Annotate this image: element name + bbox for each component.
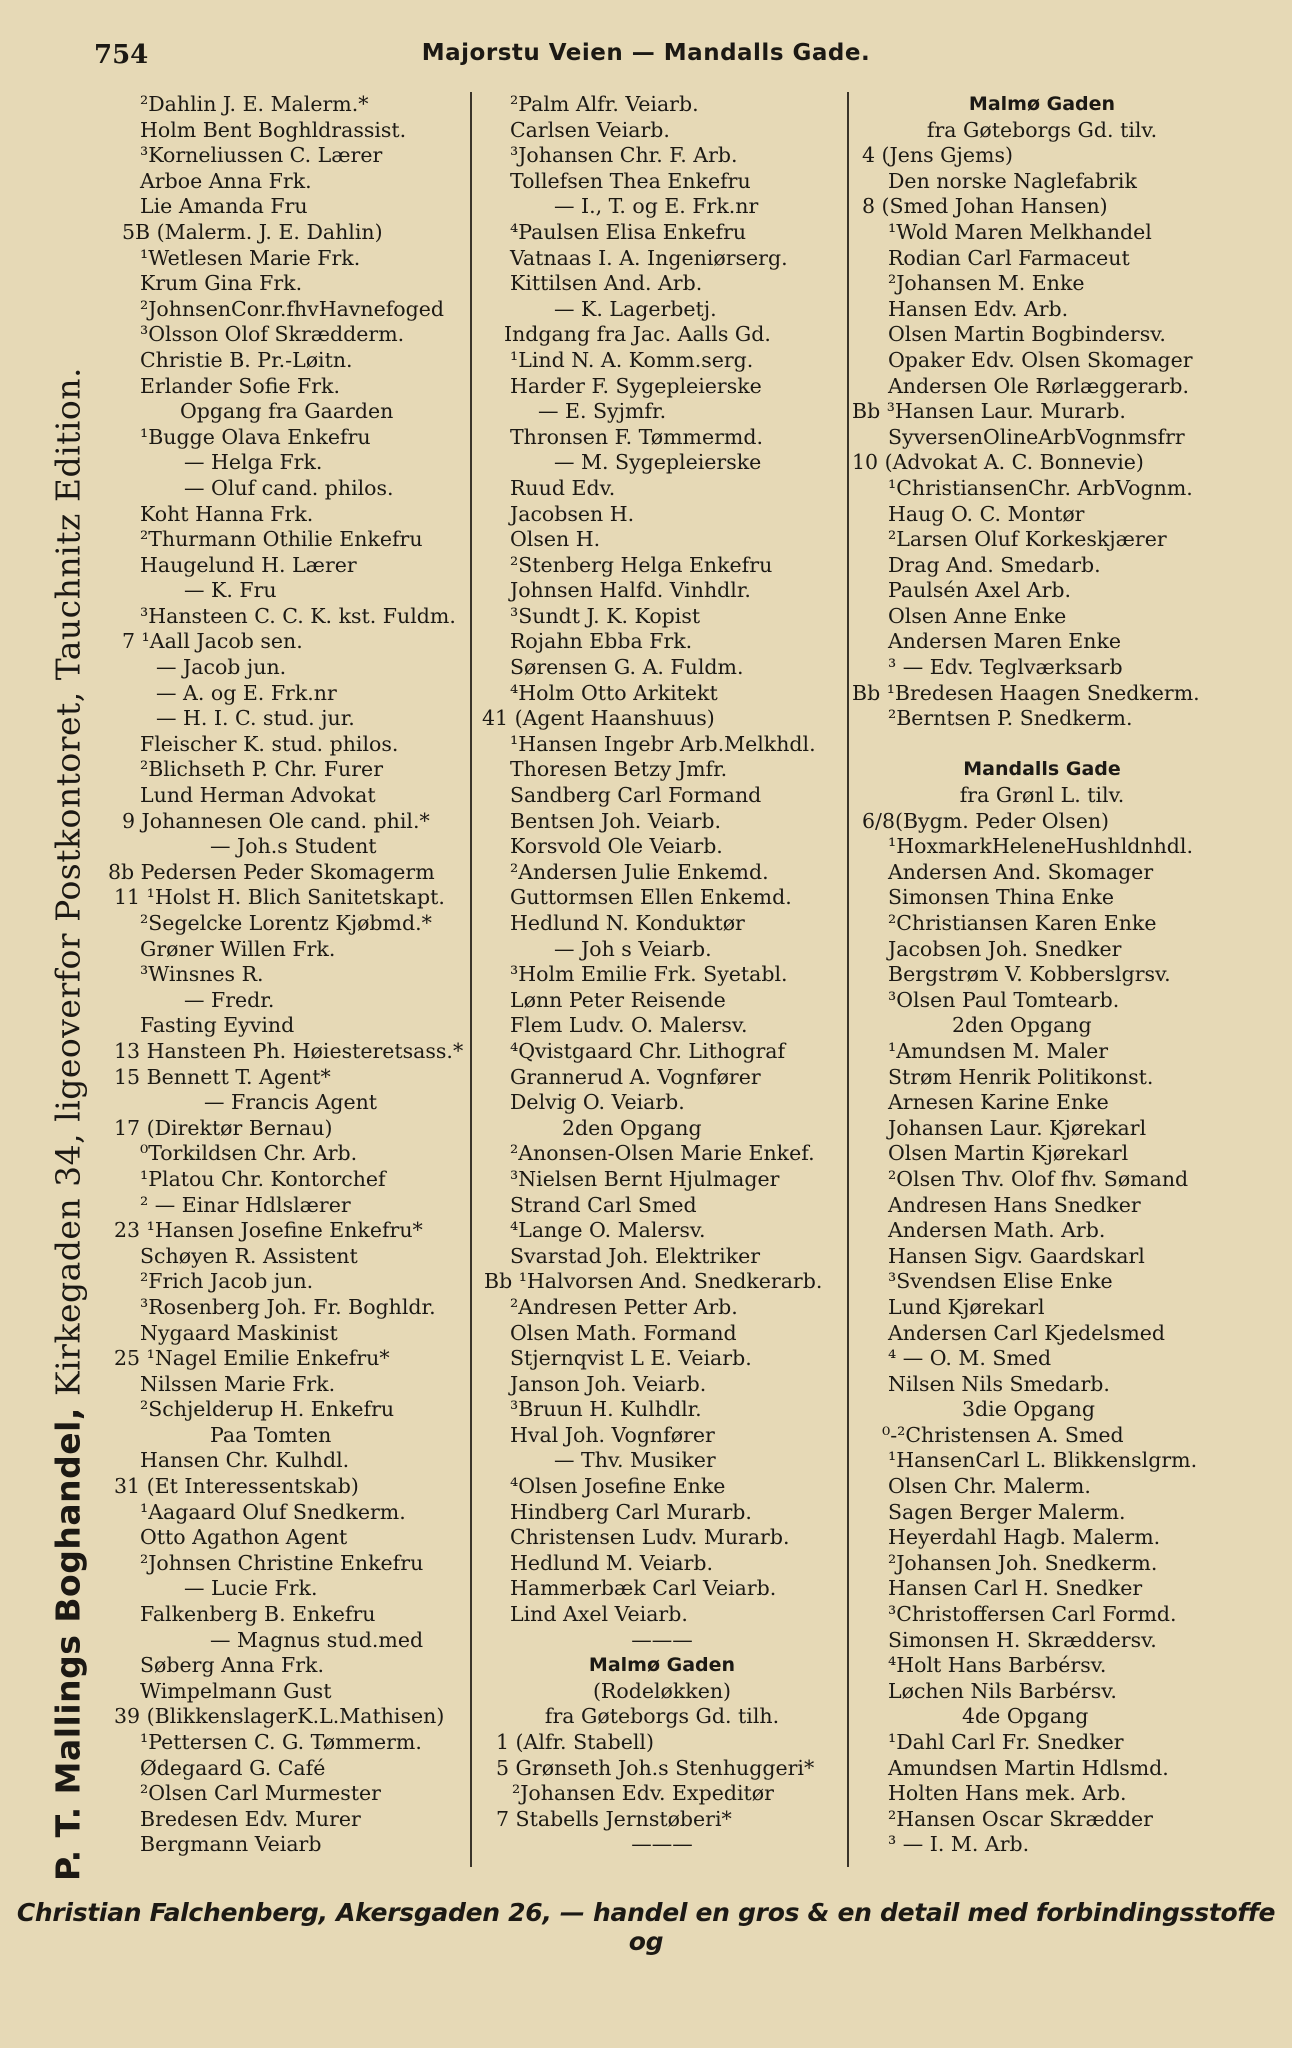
- directory-entry: ¹Aagaard Oluf Snedkerm.: [140, 1499, 406, 1524]
- directory-entry: — Lucie Frk.: [184, 1576, 318, 1601]
- directory-entry: Opaker Edv. Olsen Skomager: [888, 347, 1193, 372]
- directory-entry: Krum Gina Frk.: [140, 271, 303, 296]
- page-number: 754: [94, 40, 149, 70]
- directory-entry: ³Johansen Chr. F. Arb.: [510, 143, 738, 168]
- directory-entry: 17 (Direktør Bernau): [114, 1115, 333, 1140]
- directory-entry: Indgang fra Jac. Aalls Gd.: [504, 322, 771, 347]
- directory-entry: ———: [631, 1832, 693, 1857]
- directory-entry: Andersen Math. Arb.: [888, 1218, 1106, 1243]
- directory-entry: ¹Wetlesen Marie Frk.: [140, 245, 361, 270]
- directory-entry: ¹ChristiansenChr. ArbVognm.: [888, 475, 1193, 500]
- directory-entry: ²JohnsenConr.fhvHavnefoged: [140, 296, 445, 321]
- directory-entry: Tollefsen Thea Enkefru: [510, 168, 751, 193]
- section-heading: Malmø Gaden: [588, 1654, 736, 1677]
- directory-entry: 6/8(Bygm. Peder Olsen): [862, 808, 1110, 833]
- footer-advertisement: Christian Falchenberg, Akersgaden 26, — handel en gros & en detail med forbindingsstoffe og: [16, 1898, 1276, 1956]
- directory-entry: Paulsén Axel Arb.: [888, 578, 1072, 603]
- directory-entry: Hansen Edv. Arb.: [888, 296, 1069, 321]
- directory-entry: ⁴Lange O. Malersv.: [510, 1218, 706, 1243]
- directory-entry: fra Gøteborgs Gd. tilh.: [544, 1704, 780, 1729]
- directory-entry: ¹Bugge Olava Enkefru: [140, 424, 371, 449]
- directory-entry: Jacobsen Joh. Snedker: [888, 936, 1122, 961]
- directory-entry: ²Schjelderup H. Enkefru: [140, 1397, 395, 1422]
- directory-entry: ³Olsen Paul Tomtearb.: [888, 987, 1120, 1012]
- directory-entry: ³Korneliussen C. Lærer: [140, 143, 383, 168]
- directory-entry: ³Rosenberg Joh. Fr. Boghldr.: [140, 1294, 436, 1319]
- directory-entry: Rodian Carl Farmaceut: [888, 245, 1130, 270]
- directory-entry: Holten Hans mek. Arb.: [888, 1781, 1127, 1806]
- directory-entry: Den norske Naglefabrik: [888, 168, 1137, 193]
- directory-entry: 39 (BlikkenslagerK.L.Mathisen): [114, 1704, 445, 1729]
- directory-entry: 4de Opgang: [962, 1704, 1089, 1729]
- directory-entry: ³ — I. M. Arb.: [888, 1832, 1030, 1857]
- directory-entry: ²Stenberg Helga Enkefru: [510, 552, 773, 577]
- directory-entry: Ruud Edv.: [510, 475, 616, 500]
- directory-entry: Amundsen Martin Hdlsmd.: [888, 1755, 1169, 1780]
- directory-entry: Carlsen Veiarb.: [510, 117, 670, 142]
- directory-entry: 41 (Agent Haanshuus): [482, 706, 715, 731]
- directory-entry: Guttormsen Ellen Enkemd.: [510, 885, 792, 910]
- directory-entry: Haugelund H. Lærer: [140, 552, 357, 577]
- directory-entry: fra Grønl L. tilv.: [959, 783, 1125, 808]
- directory-entry: — A. og E. Frk.nr: [156, 680, 337, 705]
- directory-entry: Simonsen Thina Enke: [888, 885, 1115, 910]
- directory-entry: 1 (Alfr. Stabell): [496, 1730, 654, 1754]
- directory-entry: ²Larsen Oluf Korkeskjærer: [888, 527, 1167, 552]
- directory-entry: ³Nielsen Bernt Hjulmager: [510, 1166, 780, 1191]
- directory-entry: ²Berntsen P. Snedkerm.: [888, 706, 1133, 731]
- directory-entry: Hammerbæk Carl Veiarb.: [510, 1576, 777, 1601]
- directory-entry: ³Svendsen Elise Enke: [888, 1269, 1113, 1294]
- directory-entry: ²Olsen Carl Murmester: [140, 1781, 381, 1806]
- directory-entry: Andresen Hans Snedker: [888, 1192, 1141, 1217]
- directory-entry: Fleischer K. stud. philos.: [140, 731, 399, 756]
- directory-entry: Sagen Berger Malerm.: [888, 1499, 1126, 1524]
- directory-entry: ⁰Torkildsen Chr. Arb.: [140, 1141, 358, 1166]
- directory-entry: Arboe Anna Frk.: [140, 168, 312, 193]
- section-heading: Mandalls Gade: [963, 758, 1121, 781]
- directory-entry: Sørensen G. A. Fuldm.: [510, 655, 744, 680]
- directory-entry: ²Blichseth P. Chr. Furer: [140, 757, 383, 782]
- directory-entry: ²Johansen Edv. Expeditør: [512, 1781, 774, 1806]
- directory-entry: Hedlund M. Veiarb.: [510, 1550, 714, 1575]
- directory-entry: 7 ¹Aall Jacob sen.: [122, 629, 303, 654]
- directory-entry: ²Johnsen Christine Enkefru: [140, 1550, 424, 1575]
- directory-entry: — Thv. Musiker: [554, 1448, 716, 1473]
- directory-entry: Johnsen Halfd. Vinhdlr.: [510, 578, 751, 603]
- directory-entry: Lie Amanda Fru: [140, 194, 308, 219]
- directory-entry: ¹Pettersen C. G. Tømmerm.: [140, 1730, 422, 1754]
- directory-entry: ¹Wold Maren Melkhandel: [888, 219, 1152, 244]
- directory-entry: 25 ¹Nagel Emilie Enkefru*: [114, 1346, 390, 1371]
- directory-entry: Løchen Nils Barbérsv.: [888, 1678, 1117, 1703]
- directory-entry: 5 Grønseth Joh.s Stenhuggeri*: [496, 1755, 815, 1780]
- directory-entry: ²Anonsen-Olsen Marie Enkef.: [510, 1141, 815, 1166]
- column-divider-left: [470, 92, 472, 1867]
- directory-entry: Ødegaard G. Café: [140, 1755, 326, 1780]
- directory-entry: Hedlund N. Konduktør: [510, 911, 745, 935]
- directory-entry: Olsen H.: [510, 527, 601, 552]
- directory-entry: 8 (Smed Johan Hansen): [862, 194, 1108, 219]
- directory-entry: 15 Bennett T. Agent*: [114, 1064, 331, 1089]
- directory-entry: Jacobsen H.: [510, 501, 635, 526]
- directory-entry: 9 Johannesen Ole cand. phil.*: [122, 808, 430, 833]
- directory-entry: Andersen And. Skomager: [888, 859, 1154, 884]
- directory-entry: ⁰-²Christensen A. Smed: [882, 1422, 1124, 1447]
- directory-entry: Opgang fra Gaarden: [180, 399, 394, 424]
- directory-entry: 7 Stabells Jernstøberi*: [496, 1806, 732, 1831]
- directory-entry: Holm Bent Boghldrassist.: [140, 117, 407, 142]
- directory-entry: 8b Pedersen Peder Skomagerm: [108, 859, 435, 884]
- directory-entry: — E. Syjmfr.: [538, 399, 667, 424]
- directory-entry: Christie B. Pr.-Løitn.: [140, 347, 353, 372]
- directory-entry: ³Winsnes R.: [140, 962, 264, 987]
- directory-entry: ²Dahlin J. E. Malerm.*: [140, 92, 369, 116]
- directory-entry: — K. Fru: [184, 578, 277, 603]
- directory-entry: ²Johansen M. Enke: [888, 271, 1085, 296]
- directory-entry: Thoresen Betzy Jmfr.: [510, 757, 728, 782]
- directory-entry: Olsen Anne Enke: [888, 603, 1067, 628]
- column-left: [100, 92, 465, 1858]
- directory-entry: Sandberg Carl Formand: [510, 783, 762, 808]
- directory-entry: Haug O. C. Montør: [888, 501, 1085, 526]
- directory-entry: Harder F. Sygepleierske: [510, 373, 762, 398]
- directory-entry: — I., T. og E. Frk.nr: [554, 194, 759, 219]
- section-heading: Malmø Gaden: [968, 93, 1116, 115]
- directory-entry: ²Thurmann Othilie Enkefru: [140, 527, 423, 552]
- directory-entry: ³Bruun H. Kulhdlr.: [510, 1397, 702, 1422]
- directory-entry: Olsen Martin Kjørekarl: [888, 1141, 1129, 1166]
- side-ad-rest: Kirkegaden 34, ligeoverfor Postkontoret, Tauchnitz Edition.: [48, 366, 88, 1397]
- directory-entry: Strøm Henrik Politikonst.: [888, 1064, 1154, 1089]
- directory-entry: ²Olsen Thv. Olof fhv. Sømand: [888, 1166, 1189, 1191]
- directory-entry: — Francis Agent: [204, 1090, 378, 1115]
- directory-entry: ³Olsson Olof Skrædderm.: [140, 322, 405, 347]
- directory-entry: ³Hansteen C. C. K. kst. Fuldm.: [140, 603, 456, 628]
- directory-entry: Bergstrøm V. Kobberslgrsv.: [888, 962, 1171, 987]
- column-right: [852, 92, 1232, 1858]
- directory-entry: Otto Agathon Agent: [140, 1525, 348, 1550]
- directory-entry: Andersen Maren Enke: [888, 629, 1122, 654]
- directory-entry: ¹HansenCarl L. Blikkenslgrm.: [888, 1448, 1198, 1473]
- directory-entry: Paa Tomten: [210, 1422, 332, 1447]
- directory-entry: — Helga Frk.: [184, 450, 323, 475]
- directory-entry: Delvig O. Veiarb.: [510, 1090, 685, 1115]
- directory-entry: ²Johansen Joh. Snedkerm.: [888, 1550, 1158, 1575]
- directory-entry: 31 (Et Interessentskab): [114, 1474, 359, 1499]
- directory-entry: Bentsen Joh. Veiarb.: [510, 808, 722, 833]
- directory-entry: Nygaard Maskinist: [140, 1320, 338, 1345]
- directory-entry: Janson Joh. Veiarb.: [510, 1371, 707, 1396]
- directory-entry: Lund Herman Advokat: [140, 783, 376, 808]
- directory-entry: Bb ¹Bredesen Haagen Snedkerm.: [852, 680, 1200, 705]
- directory-entry: Hval Joh. Vognfører: [510, 1422, 715, 1447]
- directory-entry: ²Hansen Oscar Skrædder: [888, 1806, 1153, 1831]
- directory-entry: ²Frich Jacob jun.: [140, 1269, 314, 1294]
- directory-entry: ¹Amundsen M. Maler: [888, 1038, 1109, 1063]
- directory-entry: ¹Lind N. A. Komm.serg.: [510, 347, 754, 372]
- directory-entry: 10 (Advokat A. C. Bonnevie): [852, 450, 1144, 475]
- directory-entry: ⁴Holt Hans Barbérsv.: [888, 1653, 1107, 1678]
- directory-entry: ³ — Edv. Teglværksarb: [888, 655, 1123, 680]
- directory-entry: ²Palm Alfr. Veiarb.: [510, 92, 699, 116]
- directory-entry: Fasting Eyvind: [140, 1013, 295, 1038]
- directory-entry: ⁴Holm Otto Arkitekt: [510, 680, 718, 705]
- directory-entry: 13 Hansteen Ph. Høiesteretsass.*: [114, 1038, 464, 1063]
- directory-entry: ²Christiansen Karen Enke: [888, 911, 1157, 935]
- directory-entry: ³Holm Emilie Frk. Syetabl.: [510, 962, 788, 987]
- directory-entry: Nilsen Nils Smedarb.: [888, 1371, 1110, 1396]
- directory-entry: Korsvold Ole Veiarb.: [510, 834, 723, 859]
- side-advertisement-text: [49, 367, 88, 1881]
- directory-entry: [852, 732, 1232, 758]
- column-divider-right: [847, 92, 849, 1867]
- directory-entry: ¹Hansen Ingebr Arb.Melkhdl.: [510, 731, 816, 756]
- directory-entry: — Fredr.: [184, 987, 275, 1012]
- directory-entry: Hansen Sigv. Gaardskarl: [888, 1243, 1145, 1268]
- running-title: Majorstu Veien — Mandalls Gade.: [421, 40, 871, 66]
- directory-entry: Hansen Carl H. Snedker: [888, 1576, 1143, 1601]
- directory-entry: — Oluf cand. philos.: [184, 475, 394, 500]
- directory-entry: ¹Dahl Carl Fr. Snedker: [888, 1730, 1124, 1754]
- directory-entry: fra Gøteborgs Gd. tilv.: [926, 117, 1158, 142]
- directory-entry: Koht Hanna Frk.: [140, 501, 314, 526]
- directory-entry: Olsen Chr. Malerm.: [888, 1474, 1091, 1499]
- directory-entry: Andersen Carl Kjedelsmed: [888, 1320, 1166, 1345]
- directory-entry: Grannerud A. Vognfører: [510, 1064, 761, 1089]
- directory-entry: — Joh s Veiarb.: [554, 936, 712, 961]
- directory-entry: 5B (Malerm. J. E. Dahlin): [122, 219, 383, 244]
- directory-entry: Thronsen F. Tømmermd.: [510, 424, 763, 449]
- directory-entry: Bb ³Hansen Laur. Murarb.: [852, 399, 1126, 424]
- directory-entry: Hansen Chr. Kulhdl.: [140, 1448, 350, 1473]
- directory-entry: — M. Sygepleierske: [554, 450, 762, 475]
- directory-entry: — K. Lagerbetj.: [554, 296, 717, 321]
- directory-entry: ²Andersen Julie Enkemd.: [510, 859, 769, 884]
- column-middle: [482, 92, 842, 1858]
- directory-entry: Simonsen H. Skræddersv.: [888, 1627, 1157, 1652]
- directory-entry: Bb ¹Halvorsen And. Snedkerarb.: [484, 1269, 823, 1294]
- directory-entry: ⁴Olsen Josefine Enke: [510, 1474, 726, 1499]
- page-header: [0, 40, 1292, 80]
- directory-entry: ⁴Paulsen Elisa Enkefru: [510, 219, 747, 244]
- directory-entry: Flem Ludv. O. Malersv.: [510, 1013, 748, 1038]
- directory-entry: Olsen Martin Bogbindersv.: [888, 322, 1166, 347]
- directory-entry: Rojahn Ebba Frk.: [510, 629, 693, 654]
- directory-entry: ⁴ — O. M. Smed: [888, 1346, 1052, 1371]
- directory-entry: Hindberg Carl Murarb.: [510, 1499, 752, 1524]
- directory-entry: Falkenberg B. Enkefru: [140, 1602, 376, 1627]
- directory-entry: Kittilsen And. Arb.: [510, 271, 703, 296]
- directory-entry: Erlander Sofie Frk.: [140, 373, 340, 398]
- directory-entry: ²Segelcke Lorentz Kjøbmd.*: [140, 911, 432, 935]
- directory-entry: ———: [631, 1627, 693, 1652]
- directory-entry: (Rodeløkken): [592, 1678, 732, 1703]
- directory-entry: Wimpelmann Gust: [140, 1678, 332, 1703]
- directory-entry: 2den Opgang: [952, 1013, 1092, 1038]
- directory-entry: Lund Kjørekarl: [888, 1294, 1045, 1319]
- directory-entry: — H. I. C. stud. jur.: [156, 706, 355, 731]
- directory-entry: ³Sundt J. K. Kopist: [510, 603, 701, 628]
- directory-entry: 2den Opgang: [562, 1115, 702, 1140]
- directory-entry: Lønn Peter Reisende: [510, 987, 726, 1012]
- directory-entry: Søberg Anna Frk.: [140, 1653, 324, 1678]
- directory-entry: Lind Axel Veiarb.: [510, 1602, 688, 1627]
- directory-entry: — Joh.s Student: [210, 834, 377, 859]
- directory-entry: Olsen Math. Formand: [510, 1320, 737, 1345]
- directory-entry: Bergmann Veiarb: [140, 1832, 322, 1857]
- directory-entry: ⁴Qvistgaard Chr. Lithograf: [510, 1038, 786, 1063]
- directory-entry: Grøner Willen Frk.: [140, 936, 336, 961]
- directory-entry: 23 ¹Hansen Josefine Enkefru*: [114, 1218, 423, 1243]
- directory-entry: Strand Carl Smed: [510, 1192, 697, 1217]
- directory-entry: Andersen Ole Rørlæggerarb.: [888, 373, 1190, 398]
- directory-entry: Johansen Laur. Kjørekarl: [888, 1115, 1147, 1140]
- directory-entry: Christensen Ludv. Murarb.: [510, 1525, 790, 1550]
- directory-entry: Nilssen Marie Frk.: [140, 1371, 336, 1396]
- side-ad-bold: P. T. Mallings Boghandel,: [48, 1407, 88, 1882]
- directory-entry: SyversenOlineArbVognmsfrr: [888, 424, 1185, 449]
- directory-entry: 4 (Jens Gjems): [862, 143, 1013, 168]
- directory-entry: Arnesen Karine Enke: [888, 1090, 1109, 1115]
- directory-entry: — Jacob jun.: [156, 655, 287, 680]
- directory-entry: ³Christoffersen Carl Formd.: [888, 1602, 1177, 1627]
- directory-entry: Drag And. Smedarb.: [888, 552, 1101, 577]
- directory-entry: — Magnus stud.med: [210, 1627, 424, 1652]
- directory-entry: ²Andresen Petter Arb.: [510, 1294, 738, 1319]
- directory-entry: Stjernqvist L E. Veiarb.: [510, 1346, 752, 1371]
- directory-entry: Schøyen R. Assistent: [140, 1243, 358, 1268]
- directory-entry: 3die Opgang: [962, 1397, 1095, 1422]
- directory-entry: 11 ¹Holst H. Blich Sanitetskapt.: [114, 885, 445, 910]
- directory-entry: Svarstad Joh. Elektriker: [510, 1243, 761, 1268]
- directory-entry: Heyerdahl Hagb. Malerm.: [888, 1525, 1161, 1550]
- directory-entry: ¹Platou Chr. Kontorchef: [140, 1166, 386, 1191]
- directory-entry: ² — Einar Hdlslærer: [140, 1192, 351, 1217]
- directory-entry: ¹HoxmarkHeleneHushldnhdl.: [888, 834, 1193, 859]
- directory-entry: Vatnaas I. A. Ingeniørserg.: [510, 245, 788, 270]
- directory-entry: Bredesen Edv. Murer: [140, 1806, 361, 1831]
